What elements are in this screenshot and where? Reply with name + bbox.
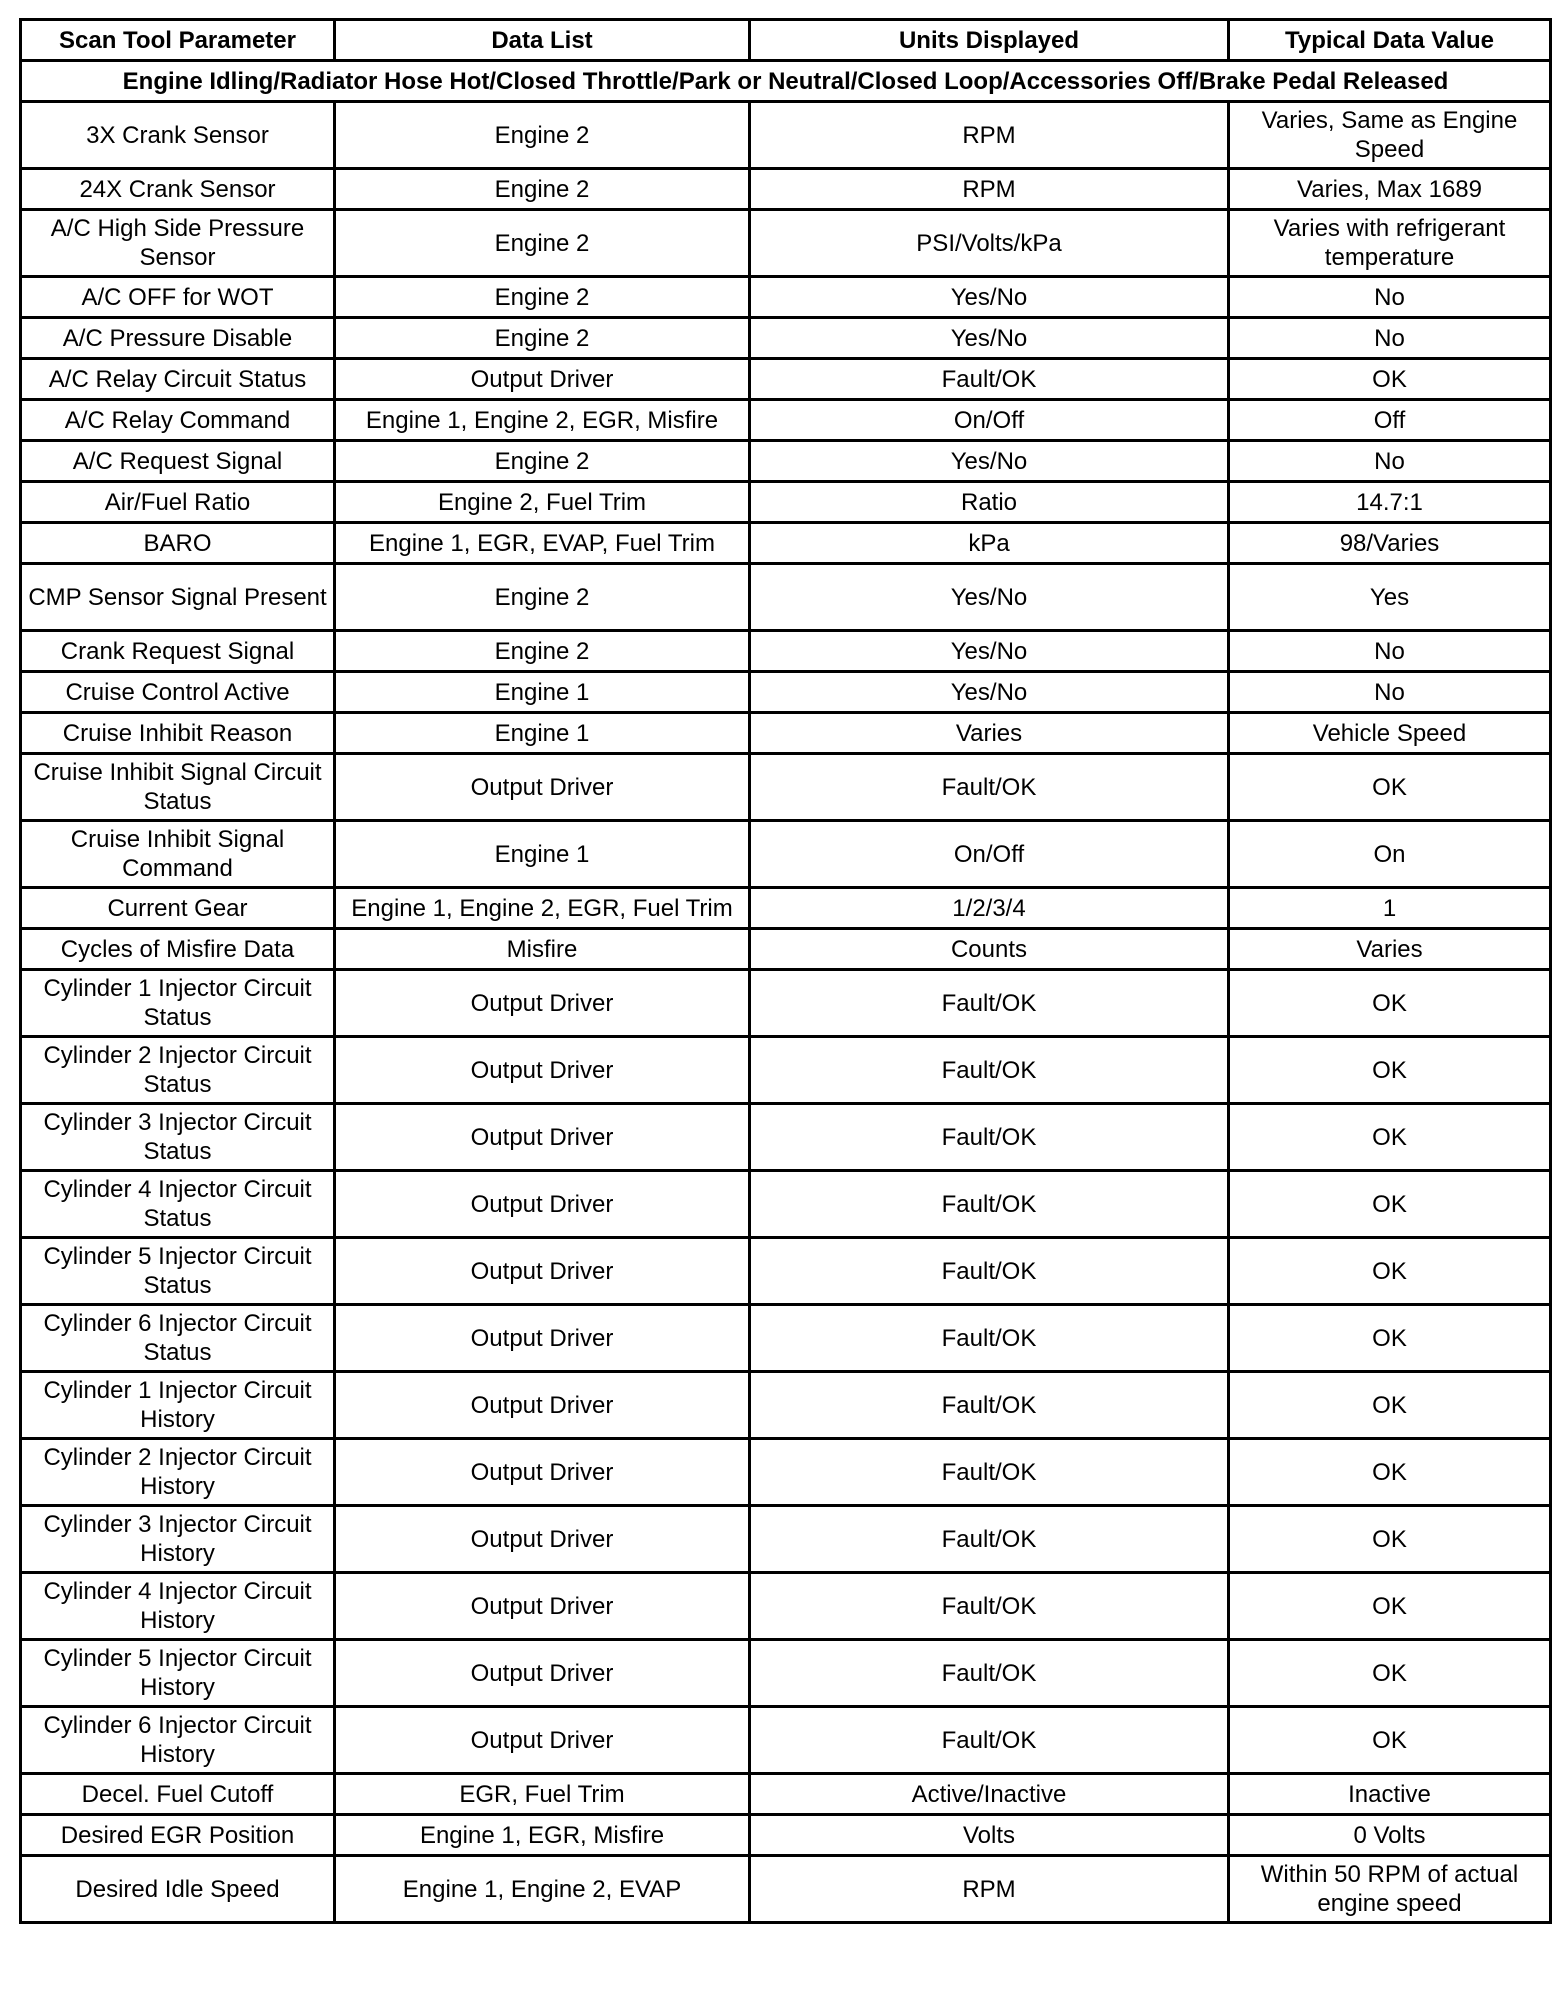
cell-units: Yes/No xyxy=(750,631,1229,672)
scan-tool-data-table-container xyxy=(19,18,1549,1924)
cell-units: Yes/No xyxy=(750,318,1229,359)
cell-units: PSI/Volts/kPa xyxy=(750,210,1229,277)
cell-parameter: Desired EGR Position xyxy=(21,1815,335,1856)
cell-typical-value: Inactive xyxy=(1229,1774,1551,1815)
table-header xyxy=(21,20,1551,61)
cell-data-list: Engine 2 xyxy=(335,169,750,210)
cell-data-list: Output Driver xyxy=(335,1372,750,1439)
cell-typical-value: OK xyxy=(1229,1238,1551,1305)
table-row xyxy=(21,821,1551,888)
cell-units: On/Off xyxy=(750,400,1229,441)
table-body xyxy=(21,61,1551,1923)
cell-data-list: Engine 1, EGR, EVAP, Fuel Trim xyxy=(335,523,750,564)
condition-row xyxy=(21,61,1551,102)
cell-units: Fault/OK xyxy=(750,1506,1229,1573)
cell-parameter: Cylinder 3 Injector Circuit History xyxy=(21,1506,335,1573)
cell-parameter: Cylinder 6 Injector Circuit Status xyxy=(21,1305,335,1372)
cell-units: Fault/OK xyxy=(750,754,1229,821)
cell-parameter: Cylinder 2 Injector Circuit Status xyxy=(21,1037,335,1104)
cell-parameter: Cycles of Misfire Data xyxy=(21,929,335,970)
cell-units: Yes/No xyxy=(750,277,1229,318)
cell-parameter: Decel. Fuel Cutoff xyxy=(21,1774,335,1815)
cell-typical-value: OK xyxy=(1229,1372,1551,1439)
cell-data-list: Output Driver xyxy=(335,1439,750,1506)
cell-parameter: Cylinder 1 Injector Circuit Status xyxy=(21,970,335,1037)
cell-units: Counts xyxy=(750,929,1229,970)
cell-data-list: EGR, Fuel Trim xyxy=(335,1774,750,1815)
cell-typical-value: OK xyxy=(1229,1171,1551,1238)
cell-data-list: Output Driver xyxy=(335,359,750,400)
table-row xyxy=(21,1171,1551,1238)
cell-typical-value: No xyxy=(1229,672,1551,713)
cell-typical-value: 1 xyxy=(1229,888,1551,929)
table-row xyxy=(21,1238,1551,1305)
cell-typical-value: On xyxy=(1229,821,1551,888)
scan-tool-data-table xyxy=(19,18,1552,1924)
table-row xyxy=(21,1573,1551,1640)
table-row xyxy=(21,1506,1551,1573)
table-row xyxy=(21,482,1551,523)
cell-parameter: A/C High Side Pressure Sensor xyxy=(21,210,335,277)
cell-units: Active/Inactive xyxy=(750,1774,1229,1815)
cell-units: 1/2/3/4 xyxy=(750,888,1229,929)
cell-parameter: A/C Request Signal xyxy=(21,441,335,482)
cell-units: Fault/OK xyxy=(750,1104,1229,1171)
table-row xyxy=(21,318,1551,359)
table-row xyxy=(21,1104,1551,1171)
cell-units: kPa xyxy=(750,523,1229,564)
table-row xyxy=(21,970,1551,1037)
table-row xyxy=(21,210,1551,277)
cell-units: Yes/No xyxy=(750,564,1229,631)
cell-data-list: Engine 2 xyxy=(335,564,750,631)
cell-parameter: Cruise Inhibit Signal Circuit Status xyxy=(21,754,335,821)
table-row xyxy=(21,754,1551,821)
cell-parameter: Cruise Inhibit Reason xyxy=(21,713,335,754)
cell-parameter: Desired Idle Speed xyxy=(21,1856,335,1923)
cell-typical-value: OK xyxy=(1229,1104,1551,1171)
table-row xyxy=(21,1640,1551,1707)
cell-data-list: Output Driver xyxy=(335,1573,750,1640)
cell-typical-value: Varies, Same as Engine Speed xyxy=(1229,102,1551,169)
cell-units: Fault/OK xyxy=(750,1640,1229,1707)
cell-typical-value: OK xyxy=(1229,970,1551,1037)
header-row xyxy=(21,20,1551,61)
cell-units: Volts xyxy=(750,1815,1229,1856)
cell-data-list: Output Driver xyxy=(335,754,750,821)
table-row xyxy=(21,1856,1551,1923)
cell-units: Fault/OK xyxy=(750,1037,1229,1104)
table-row xyxy=(21,888,1551,929)
table-row xyxy=(21,564,1551,631)
cell-typical-value: No xyxy=(1229,631,1551,672)
cell-units: Ratio xyxy=(750,482,1229,523)
cell-units: Fault/OK xyxy=(750,1439,1229,1506)
cell-units: On/Off xyxy=(750,821,1229,888)
cell-typical-value: OK xyxy=(1229,359,1551,400)
cell-data-list: Output Driver xyxy=(335,1037,750,1104)
cell-parameter: Cylinder 6 Injector Circuit History xyxy=(21,1707,335,1774)
header-scan-tool-parameter: Scan Tool Parameter xyxy=(21,20,335,61)
cell-parameter: A/C Pressure Disable xyxy=(21,318,335,359)
table-row xyxy=(21,1774,1551,1815)
cell-parameter: Cruise Inhibit Signal Command xyxy=(21,821,335,888)
cell-data-list: Engine 2, Fuel Trim xyxy=(335,482,750,523)
cell-units: Varies xyxy=(750,713,1229,754)
cell-data-list: Output Driver xyxy=(335,1171,750,1238)
cell-typical-value: No xyxy=(1229,277,1551,318)
cell-typical-value: Varies xyxy=(1229,929,1551,970)
cell-data-list: Engine 1, EGR, Misfire xyxy=(335,1815,750,1856)
cell-typical-value: OK xyxy=(1229,1439,1551,1506)
table-row xyxy=(21,713,1551,754)
cell-parameter: Cylinder 3 Injector Circuit Status xyxy=(21,1104,335,1171)
cell-typical-value: 98/Varies xyxy=(1229,523,1551,564)
cell-typical-value: OK xyxy=(1229,1573,1551,1640)
cell-units: Fault/OK xyxy=(750,1305,1229,1372)
cell-data-list: Engine 2 xyxy=(335,631,750,672)
cell-typical-value: OK xyxy=(1229,1037,1551,1104)
cell-data-list: Output Driver xyxy=(335,970,750,1037)
cell-units: Fault/OK xyxy=(750,970,1229,1037)
cell-units: Fault/OK xyxy=(750,1573,1229,1640)
cell-data-list: Engine 2 xyxy=(335,210,750,277)
cell-data-list: Engine 1 xyxy=(335,672,750,713)
cell-typical-value: OK xyxy=(1229,1506,1551,1573)
cell-parameter: Cylinder 5 Injector Circuit History xyxy=(21,1640,335,1707)
cell-data-list: Engine 2 xyxy=(335,277,750,318)
table-row xyxy=(21,1305,1551,1372)
table-row xyxy=(21,523,1551,564)
table-row xyxy=(21,631,1551,672)
cell-typical-value: OK xyxy=(1229,1640,1551,1707)
cell-typical-value: OK xyxy=(1229,1707,1551,1774)
cell-typical-value: Within 50 RPM of actual engine speed xyxy=(1229,1856,1551,1923)
table-row xyxy=(21,359,1551,400)
header-units-displayed: Units Displayed xyxy=(750,20,1229,61)
cell-typical-value: OK xyxy=(1229,1305,1551,1372)
cell-units: Fault/OK xyxy=(750,1372,1229,1439)
cell-data-list: Engine 1, Engine 2, EGR, Misfire xyxy=(335,400,750,441)
table-row xyxy=(21,1439,1551,1506)
cell-typical-value: Varies, Max 1689 xyxy=(1229,169,1551,210)
cell-units: Yes/No xyxy=(750,672,1229,713)
cell-units: Fault/OK xyxy=(750,1171,1229,1238)
cell-data-list: Output Driver xyxy=(335,1707,750,1774)
cell-typical-value: No xyxy=(1229,441,1551,482)
table-row xyxy=(21,169,1551,210)
cell-units: Fault/OK xyxy=(750,1238,1229,1305)
cell-typical-value: 0 Volts xyxy=(1229,1815,1551,1856)
cell-parameter: Crank Request Signal xyxy=(21,631,335,672)
cell-parameter: Cylinder 2 Injector Circuit History xyxy=(21,1439,335,1506)
cell-typical-value: 14.7:1 xyxy=(1229,482,1551,523)
cell-data-list: Output Driver xyxy=(335,1104,750,1171)
cell-typical-value: OK xyxy=(1229,754,1551,821)
table-row xyxy=(21,1372,1551,1439)
cell-parameter: CMP Sensor Signal Present xyxy=(21,564,335,631)
cell-parameter: Cylinder 4 Injector Circuit Status xyxy=(21,1171,335,1238)
cell-units: RPM xyxy=(750,102,1229,169)
test-condition: Engine Idling/Radiator Hose Hot/Closed Throttle/Park or Neutral/Closed Loop/Accessories Off/Brake Pedal Released xyxy=(21,61,1551,102)
cell-data-list: Engine 1 xyxy=(335,713,750,754)
cell-data-list: Engine 1, Engine 2, EGR, Fuel Trim xyxy=(335,888,750,929)
table-row xyxy=(21,400,1551,441)
cell-parameter: Cylinder 5 Injector Circuit Status xyxy=(21,1238,335,1305)
cell-typical-value: Varies with refrigerant temperature xyxy=(1229,210,1551,277)
cell-data-list: Engine 1, Engine 2, EVAP xyxy=(335,1856,750,1923)
cell-parameter: A/C OFF for WOT xyxy=(21,277,335,318)
cell-parameter: Cruise Control Active xyxy=(21,672,335,713)
cell-parameter: A/C Relay Circuit Status xyxy=(21,359,335,400)
cell-parameter: A/C Relay Command xyxy=(21,400,335,441)
cell-typical-value: Vehicle Speed xyxy=(1229,713,1551,754)
table-row xyxy=(21,277,1551,318)
cell-parameter: Cylinder 4 Injector Circuit History xyxy=(21,1573,335,1640)
table-row xyxy=(21,929,1551,970)
table-row xyxy=(21,102,1551,169)
cell-data-list: Output Driver xyxy=(335,1305,750,1372)
header-data-list: Data List xyxy=(335,20,750,61)
cell-parameter: 24X Crank Sensor xyxy=(21,169,335,210)
cell-units: RPM xyxy=(750,169,1229,210)
cell-units: Yes/No xyxy=(750,441,1229,482)
cell-data-list: Engine 2 xyxy=(335,102,750,169)
cell-parameter: Cylinder 1 Injector Circuit History xyxy=(21,1372,335,1439)
table-row xyxy=(21,441,1551,482)
cell-data-list: Output Driver xyxy=(335,1238,750,1305)
table-row xyxy=(21,672,1551,713)
cell-data-list: Output Driver xyxy=(335,1506,750,1573)
cell-typical-value: Yes xyxy=(1229,564,1551,631)
cell-parameter: Current Gear xyxy=(21,888,335,929)
cell-units: Fault/OK xyxy=(750,1707,1229,1774)
cell-data-list: Engine 2 xyxy=(335,318,750,359)
cell-data-list: Engine 2 xyxy=(335,441,750,482)
cell-parameter: Air/Fuel Ratio xyxy=(21,482,335,523)
table-row xyxy=(21,1815,1551,1856)
cell-data-list: Misfire xyxy=(335,929,750,970)
table-row xyxy=(21,1707,1551,1774)
cell-typical-value: No xyxy=(1229,318,1551,359)
cell-units: Fault/OK xyxy=(750,359,1229,400)
header-typical-data-value: Typical Data Value xyxy=(1229,20,1551,61)
cell-units: RPM xyxy=(750,1856,1229,1923)
table-row xyxy=(21,1037,1551,1104)
cell-data-list: Engine 1 xyxy=(335,821,750,888)
cell-data-list: Output Driver xyxy=(335,1640,750,1707)
cell-parameter: BARO xyxy=(21,523,335,564)
cell-parameter: 3X Crank Sensor xyxy=(21,102,335,169)
cell-typical-value: Off xyxy=(1229,400,1551,441)
